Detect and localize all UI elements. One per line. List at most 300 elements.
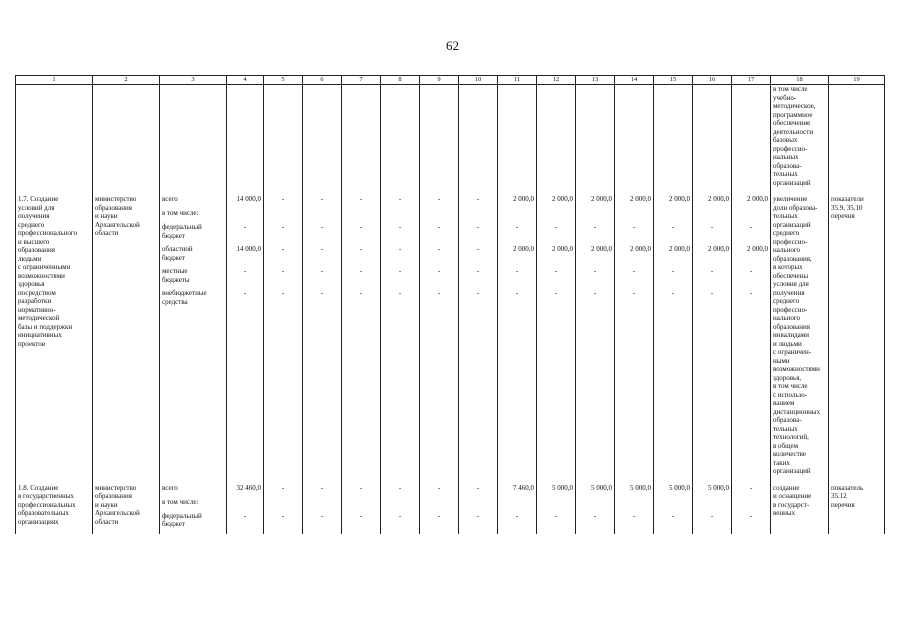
table-cell [16, 85, 93, 188]
indicator-text-line: в государст- [773, 500, 810, 509]
executor [93, 476, 160, 534]
activity-name-text-line: организациях [18, 517, 59, 526]
funding-value: - [398, 511, 402, 520]
indicator-text-line: создание [773, 483, 800, 492]
executor-text-line: области [95, 229, 119, 237]
indicator-reference-text [831, 484, 882, 510]
funding-value: - [320, 289, 324, 297]
indicator-text [773, 484, 826, 518]
funding-value: - [476, 245, 480, 253]
funding-value-column [459, 476, 498, 534]
executor-text [95, 195, 157, 238]
funding-value-column [654, 187, 693, 476]
table-cell [160, 85, 227, 188]
funding-value-column [342, 187, 381, 476]
funding-value-column [420, 476, 459, 534]
indicator-reference-text-line: показатель [831, 483, 864, 492]
funding-value: - [320, 483, 324, 492]
funding-value: - [243, 289, 247, 297]
funding-value: - [320, 267, 324, 275]
indicator [771, 187, 829, 476]
funding-value: - [671, 511, 675, 520]
funding-value: 2 000,0 [669, 195, 690, 203]
funding-value: - [593, 223, 597, 231]
funding-source-label [162, 484, 224, 493]
funding-value: - [710, 223, 714, 231]
funding-value: - [476, 511, 480, 520]
indicator-text-line: деятельности [773, 127, 814, 136]
funding-value: 5 000,0 [591, 483, 612, 492]
funding-value: 2 000,0 [513, 195, 534, 203]
funding-source-label-line: бюджеты [162, 275, 190, 284]
funding-value: - [437, 483, 441, 492]
column-number: 4 [227, 76, 264, 85]
funding-value: - [671, 223, 675, 231]
funding-value: - [281, 511, 285, 520]
funding-source-label [162, 498, 224, 507]
funding-value: - [398, 223, 402, 231]
activity-name-text-line: возможностями [18, 271, 65, 280]
funding-source-label [162, 209, 224, 218]
activity-name-text-line: профессиональных [18, 500, 76, 509]
funding-value: - [632, 223, 636, 231]
indicator-reference-text-line: 35.12 [831, 492, 847, 500]
funding-source-label [162, 223, 224, 240]
funding-source-label-line: бюджет [162, 520, 185, 528]
funding-value-column [381, 187, 420, 476]
funding-value: 7 460,0 [513, 483, 534, 492]
funding-value-column [576, 476, 615, 534]
indicator-text-line: в общем [773, 441, 799, 450]
indicator-reference-text-line: 35.9, 35.10 [831, 203, 863, 212]
executor-text-line: министерство [95, 195, 137, 203]
funding-value: 14 000,0 [236, 245, 261, 253]
funding-value: - [476, 223, 480, 231]
activity-name-text-line: 1.8. Создание [18, 483, 59, 492]
funding-value-column [576, 187, 615, 476]
funding-value: - [515, 223, 519, 231]
column-number: 13 [576, 76, 615, 85]
funding-value: 2 000,0 [591, 245, 612, 253]
funding-value: - [281, 195, 285, 203]
funding-value: - [281, 223, 285, 231]
funding-value: - [749, 289, 753, 297]
indicator-text-line: образова- [773, 161, 802, 170]
activity-name-text [18, 484, 90, 527]
funding-value-column [459, 187, 498, 476]
executor-text [95, 484, 157, 527]
funding-value: - [749, 483, 753, 492]
funding-source-label [162, 289, 224, 306]
funding-value: 2 000,0 [708, 245, 729, 253]
funding-value: - [476, 483, 480, 492]
funding-value: 5 000,0 [708, 483, 729, 492]
funding-value-column [303, 187, 342, 476]
funding-value-column [264, 476, 303, 534]
funding-value-column [537, 187, 576, 476]
indicator-text-line: в том числе [773, 382, 808, 390]
executor [93, 187, 160, 476]
indicator-reference-text-line: перечня [831, 500, 855, 509]
indicator-text-line: в которых [773, 263, 803, 271]
table-cell [420, 85, 459, 188]
indicator-text-line: тельных [773, 424, 798, 433]
funding-value: - [281, 245, 285, 253]
funding-value-column [615, 187, 654, 476]
indicator-text-line: доли образова- [773, 203, 818, 212]
indicator-text-line: образования [773, 322, 810, 331]
funding-value: - [320, 511, 324, 520]
funding-value: - [437, 267, 441, 275]
funding-source-label-line: внебюджетные [162, 289, 207, 297]
funding-value: - [476, 267, 480, 275]
column-number-header [16, 76, 885, 85]
activity-name-text-line: проектов [18, 339, 46, 348]
activity-name-text-line: с ограниченными [18, 263, 71, 271]
funding-source-label-line: федеральный [162, 511, 202, 520]
column-number: 3 [160, 76, 227, 85]
funding-value: - [359, 483, 363, 492]
funding-value-column [227, 476, 264, 534]
funding-value: - [554, 289, 558, 297]
indicator-text [773, 195, 826, 476]
executor-text-line: образования [95, 203, 132, 212]
funding-source-label-line: бюджет [162, 253, 185, 262]
funding-value-column [498, 476, 537, 534]
indicator-text-line: дистанционных [773, 407, 821, 416]
funding-source-label-line: бюджет [162, 231, 185, 240]
funding-value: - [437, 223, 441, 231]
activity-name-text [18, 195, 90, 348]
page-number: 62 [446, 38, 459, 53]
funding-value: - [671, 289, 675, 297]
funding-source-label-line: в том числе: [162, 497, 199, 506]
funding-value: 5 000,0 [669, 483, 690, 492]
funding-value: - [437, 289, 441, 297]
activity-name-text-line: 1.7. Создание [18, 195, 59, 203]
funding-value: - [359, 289, 363, 297]
indicator [771, 476, 829, 534]
funding-source-label-line: всего [162, 195, 178, 203]
funding-value: - [359, 267, 363, 275]
funding-value: - [398, 245, 402, 253]
indicator-text-line: условия для [773, 280, 809, 288]
funding-value: - [554, 511, 558, 520]
funding-value: - [281, 267, 285, 275]
funding-value: - [476, 289, 480, 297]
funding-value: 5 000,0 [552, 483, 573, 492]
funding-value: - [554, 223, 558, 231]
indicator-text-line: нального [773, 314, 801, 322]
column-number: 16 [693, 76, 732, 85]
funding-value: - [632, 267, 636, 275]
funding-value: - [243, 267, 247, 275]
table-cell [342, 85, 381, 188]
activity-name-text-line: нормативно- [18, 305, 56, 314]
activity-name-text-line: и высшего [18, 237, 50, 246]
indicator-text-line: базовых [773, 136, 798, 144]
table-cell [615, 85, 654, 188]
activity-name-text-line: посредством [18, 288, 56, 297]
executor-text-line: Архангельской [95, 220, 140, 229]
indicator-text-line: таких [773, 458, 790, 467]
indicator-text-line: обеспечены [773, 271, 809, 280]
funding-value: - [320, 223, 324, 231]
table-row-continuation [16, 85, 885, 188]
indicator-text-line: и оснащение [773, 492, 812, 500]
executor-text-line: Архангельской [95, 509, 140, 517]
indicator-text-line: нальных [773, 153, 799, 161]
funding-value: - [437, 511, 441, 520]
indicator-text-line: среднего [773, 297, 800, 305]
indicator-text-line: тельных [773, 170, 798, 178]
table-row [16, 476, 885, 534]
funding-value: - [515, 289, 519, 297]
column-number: 5 [264, 76, 303, 85]
activity-name-text-line: получения [18, 212, 50, 220]
indicator-text-line: ванием [773, 399, 795, 407]
funding-source-label-line: федеральный [162, 223, 202, 231]
executor-text-line: области [95, 517, 119, 526]
funding-value: 2 000,0 [513, 245, 534, 253]
executor-text-line: министерство [95, 483, 137, 492]
funding-value: - [476, 195, 480, 203]
funding-value: 2 000,0 [552, 195, 573, 203]
activity-name-text-line: разработки [18, 297, 52, 305]
indicator-text-line: профессио- [773, 144, 808, 153]
funding-source-label-line: всего [162, 483, 178, 492]
funding-value-column [654, 476, 693, 534]
funding-source-label-line: в том числе: [162, 209, 199, 217]
funding-value-column [732, 187, 771, 476]
indicator-text [773, 85, 826, 187]
column-number: 7 [342, 76, 381, 85]
funding-value: - [320, 245, 324, 253]
funding-value: - [710, 289, 714, 297]
activity-name-text-line: базы и поддержки [18, 322, 73, 331]
table-cell [732, 85, 771, 188]
activity-name-text-line: образовательных [18, 509, 69, 517]
funding-value: - [515, 511, 519, 520]
funding-sources [160, 476, 227, 534]
table-cell [227, 85, 264, 188]
executor-text-line: образования [95, 492, 132, 500]
funding-value-column [732, 476, 771, 534]
column-number: 12 [537, 76, 576, 85]
funding-value: - [437, 195, 441, 203]
indicator-text-line: программное [773, 110, 813, 119]
funding-value: - [749, 511, 753, 520]
column-number: 15 [654, 76, 693, 85]
funding-value-column [498, 187, 537, 476]
activity-name-text-line: в государственных [18, 492, 74, 500]
funding-value-column [381, 476, 420, 534]
funding-source-label [162, 195, 224, 204]
indicator-text-line: профессио- [773, 237, 808, 246]
funding-source-label [162, 512, 224, 529]
column-number: 8 [381, 76, 420, 85]
funding-value: - [593, 289, 597, 297]
indicator-text-line: методическое, [773, 102, 816, 110]
funding-value: - [243, 511, 247, 520]
funding-value: 2 000,0 [747, 195, 768, 203]
indicator-text-line: обеспечение [773, 119, 811, 127]
table-cell [459, 85, 498, 188]
activity-name [16, 476, 93, 534]
indicator-text-line: организаций [773, 467, 811, 475]
funding-value: - [749, 223, 753, 231]
column-number: 14 [615, 76, 654, 85]
indicator-text-line: венных [773, 509, 796, 517]
activity-name-text-line: людьми [18, 254, 42, 263]
funding-value: - [359, 245, 363, 253]
funding-source-label-line: областной [162, 245, 193, 253]
column-number: 17 [732, 76, 771, 85]
indicator-text-line: возможностями [773, 365, 820, 373]
funding-value-column [342, 476, 381, 534]
funding-value-column [420, 187, 459, 476]
activity-name-text-line: образования [18, 246, 55, 254]
funding-value-column [693, 187, 732, 476]
funding-value: 2 000,0 [630, 195, 651, 203]
indicator-text-line: образова- [773, 416, 802, 424]
table-cell [771, 85, 829, 188]
column-number: 1 [16, 76, 93, 85]
funding-value: - [515, 267, 519, 275]
table-cell [498, 85, 537, 188]
column-number: 11 [498, 76, 537, 85]
funding-value-column [615, 476, 654, 534]
indicator-reference-text [831, 195, 882, 221]
table-cell [264, 85, 303, 188]
table-cell [537, 85, 576, 188]
executor-text-line: и науки [95, 500, 118, 509]
funding-value: - [281, 483, 285, 492]
funding-source-label [162, 245, 224, 262]
indicator-text-line: среднего [773, 229, 800, 237]
indicator-text-line: количестве [773, 450, 807, 458]
indicator-text-line: образования, [773, 254, 812, 263]
funding-value: 2 000,0 [708, 195, 729, 203]
program-table [15, 75, 885, 534]
column-number: 6 [303, 76, 342, 85]
funding-value: - [632, 511, 636, 520]
funding-value-column [227, 187, 264, 476]
column-number: 18 [771, 76, 829, 85]
funding-source-label [162, 267, 224, 284]
indicator-text-line: тельных [773, 212, 798, 220]
indicator-text-line: технологий, [773, 433, 809, 441]
indicator-text-line: получения [773, 288, 805, 297]
funding-value: 2 000,0 [591, 195, 612, 203]
indicator-text-line: организаций [773, 178, 811, 187]
funding-value: - [554, 267, 558, 275]
funding-value: 2 000,0 [669, 245, 690, 253]
column-number: 9 [420, 76, 459, 85]
funding-value-column [264, 187, 303, 476]
indicator-text-line: инвалидами [773, 331, 809, 339]
indicator-text-line: и людьми [773, 339, 802, 348]
indicator-reference [829, 476, 885, 534]
table-cell [576, 85, 615, 188]
funding-value: - [398, 289, 402, 297]
funding-value: - [593, 511, 597, 520]
table-cell [654, 85, 693, 188]
funding-value: - [320, 195, 324, 203]
funding-value: - [437, 245, 441, 253]
indicator-reference [829, 187, 885, 476]
funding-value: 2 000,0 [630, 245, 651, 253]
funding-value: 14 000,0 [236, 195, 261, 203]
funding-source-label-line: местные [162, 267, 188, 275]
funding-value: - [359, 511, 363, 520]
funding-value: 2 000,0 [552, 245, 573, 253]
funding-value: - [398, 267, 402, 275]
funding-value: - [710, 267, 714, 275]
table-cell [93, 85, 160, 188]
column-number: 10 [459, 76, 498, 85]
funding-value: - [398, 195, 402, 203]
indicator-text-line: с ограничен- [773, 348, 812, 356]
funding-value: - [398, 483, 402, 492]
indicator-text-line: профессио- [773, 305, 808, 314]
indicator-text-line: увеличение [773, 195, 808, 203]
column-number: 2 [93, 76, 160, 85]
activity-name-text-line: условий для [18, 203, 55, 212]
funding-value: - [749, 267, 753, 275]
indicator-text-line: в том числе [773, 85, 808, 93]
funding-value: 2 000,0 [747, 245, 768, 253]
activity-name-text-line: инициативных [18, 331, 62, 339]
funding-value-column [303, 476, 342, 534]
column-number: 19 [829, 76, 885, 85]
funding-value: - [593, 267, 597, 275]
funding-value: 32 460,0 [236, 483, 261, 492]
table-cell [693, 85, 732, 188]
activity-name-text-line: методической [18, 314, 60, 322]
funding-value: - [281, 289, 285, 297]
funding-value-column [693, 476, 732, 534]
indicator-text-line: здоровья, [773, 373, 802, 382]
table-row [16, 187, 885, 476]
indicator-text-line: с использо- [773, 390, 808, 399]
table-cell [829, 85, 885, 188]
funding-value: 5 000,0 [630, 483, 651, 492]
indicator-text-line: организаций [773, 220, 811, 229]
activity-name [16, 187, 93, 476]
indicator-text-line: нального [773, 246, 801, 254]
indicator-reference-text-line: показатели [831, 195, 864, 203]
activity-name-text-line: среднего [18, 220, 45, 229]
funding-value: - [710, 511, 714, 520]
funding-value: - [359, 223, 363, 231]
funding-value-column [537, 476, 576, 534]
funding-value: - [359, 195, 363, 203]
indicator-text-line: учебно- [773, 93, 797, 102]
activity-name-text-line: профессионального [18, 229, 78, 237]
funding-sources [160, 187, 227, 476]
table-cell [381, 85, 420, 188]
funding-value: - [243, 223, 247, 231]
indicator-text-line: ными [773, 356, 790, 365]
funding-value: - [671, 267, 675, 275]
executor-text-line: и науки [95, 212, 118, 220]
activity-name-text-line: здоровья [18, 280, 45, 288]
indicator-reference-text-line: перечня [831, 212, 855, 220]
table-cell [303, 85, 342, 188]
funding-source-label-line: средства [162, 297, 188, 306]
funding-value: - [632, 289, 636, 297]
